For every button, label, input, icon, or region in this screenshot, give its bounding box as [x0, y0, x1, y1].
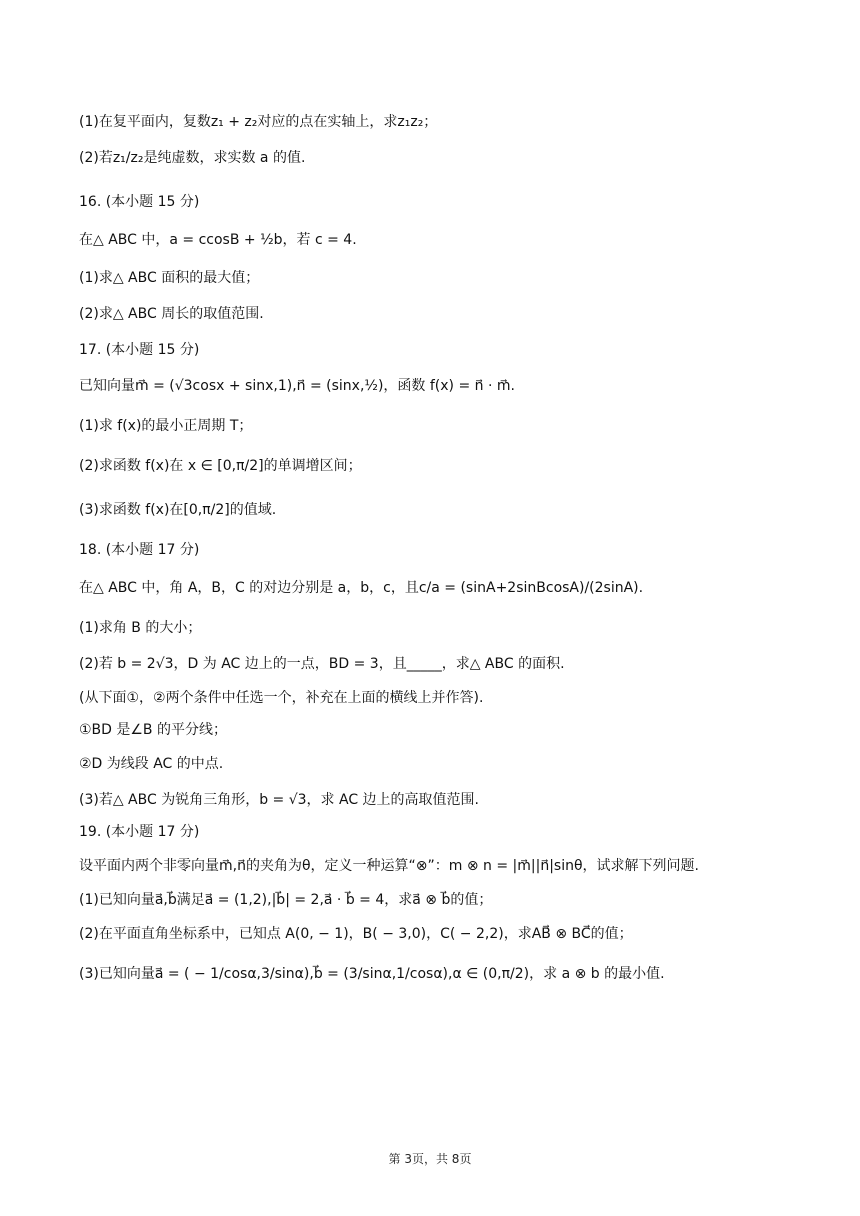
problem-19-part-2: (2)在平面直角坐标系中，已知点 A(0, − 1)，B( − 3,0)，C( − 2,2)，求AB⃗ ⊗ BC⃗的值；: [79, 926, 633, 942]
problem-19-part-3: (3)已知向量a⃗ = ( − 1/cosα,3/sinα),b⃗ = (3/sinα,1/cosα),α ∈ (0,π/2)，求 a ⊗ b 的最小值.: [79, 966, 665, 982]
problem-19-heading: 19. (本小题 17 分): [79, 824, 200, 840]
problem-18-part-1: (1)求角 B 的大小；: [79, 620, 202, 636]
problem-17-heading: 17. (本小题 15 分): [79, 342, 200, 358]
problem-18-condition-2: ②D 为线段 AC 的中点.: [79, 756, 224, 772]
problem-17-part-1: (1)求 f(x)的最小正周期 T；: [79, 418, 253, 434]
problem-19-part-1: (1)已知向量a⃗,b⃗满足a⃗ = (1,2),|b⃗| = 2,a⃗ · b⃗ = 4，求a⃗ ⊗ b⃗的值；: [79, 892, 493, 908]
problem-18-choice-note: (从下面①，②两个条件中任选一个，补充在上面的横线上并作答).: [79, 690, 484, 706]
problem-16-statement: 在△ ABC 中，a = ccosB + ½b，若 c = 4.: [79, 232, 357, 248]
problem-17-statement: 已知向量m⃗ = (√3cosx + sinx,1),n⃗ = (sinx,½)，函数 f(x) = n⃗ · m⃗.: [79, 378, 515, 394]
problem-18-part-3: (3)若△ ABC 为锐角三角形，b = √3，求 AC 边上的高取值范围.: [79, 792, 480, 808]
problem-15-part-2: (2)若z₁/z₂是纯虚数，求实数 a 的值.: [79, 150, 306, 166]
page-footer: 第 3页，共 8页: [388, 1152, 472, 1166]
problem-16-part-1: (1)求△ ABC 面积的最大值；: [79, 270, 260, 286]
problem-15-part-1: (1)在复平面内，复数z₁ + z₂对应的点在实轴上，求z₁z₂；: [79, 114, 438, 130]
problem-18-heading: 18. (本小题 17 分): [79, 542, 200, 558]
problem-18-condition-1: ①BD 是∠B 的平分线；: [79, 722, 227, 738]
problem-16-part-2: (2)求△ ABC 周长的取值范围.: [79, 306, 264, 322]
problem-19-statement: 设平面内两个非零向量m⃗,n⃗的夹角为θ，定义一种运算“⊗”：m ⊗ n = |m⃗||n⃗|sinθ，试求解下列问题.: [79, 858, 699, 874]
problem-18-part-2: (2)若 b = 2√3，D 为 AC 边上的一点，BD = 3，且_____，求△ ABC 的面积.: [79, 656, 565, 672]
problem-18-statement: 在△ ABC 中，角 A，B，C 的对边分别是 a，b，c，且c/a = (sinA+2sinBcosA)/(2sinA).: [79, 580, 644, 596]
problem-17-part-2: (2)求函数 f(x)在 x ∈ [0,π/2]的单调增区间；: [79, 458, 362, 474]
problem-16-heading: 16. (本小题 15 分): [79, 194, 200, 210]
problem-17-part-3: (3)求函数 f(x)在[0,π/2]的值域.: [79, 502, 277, 518]
